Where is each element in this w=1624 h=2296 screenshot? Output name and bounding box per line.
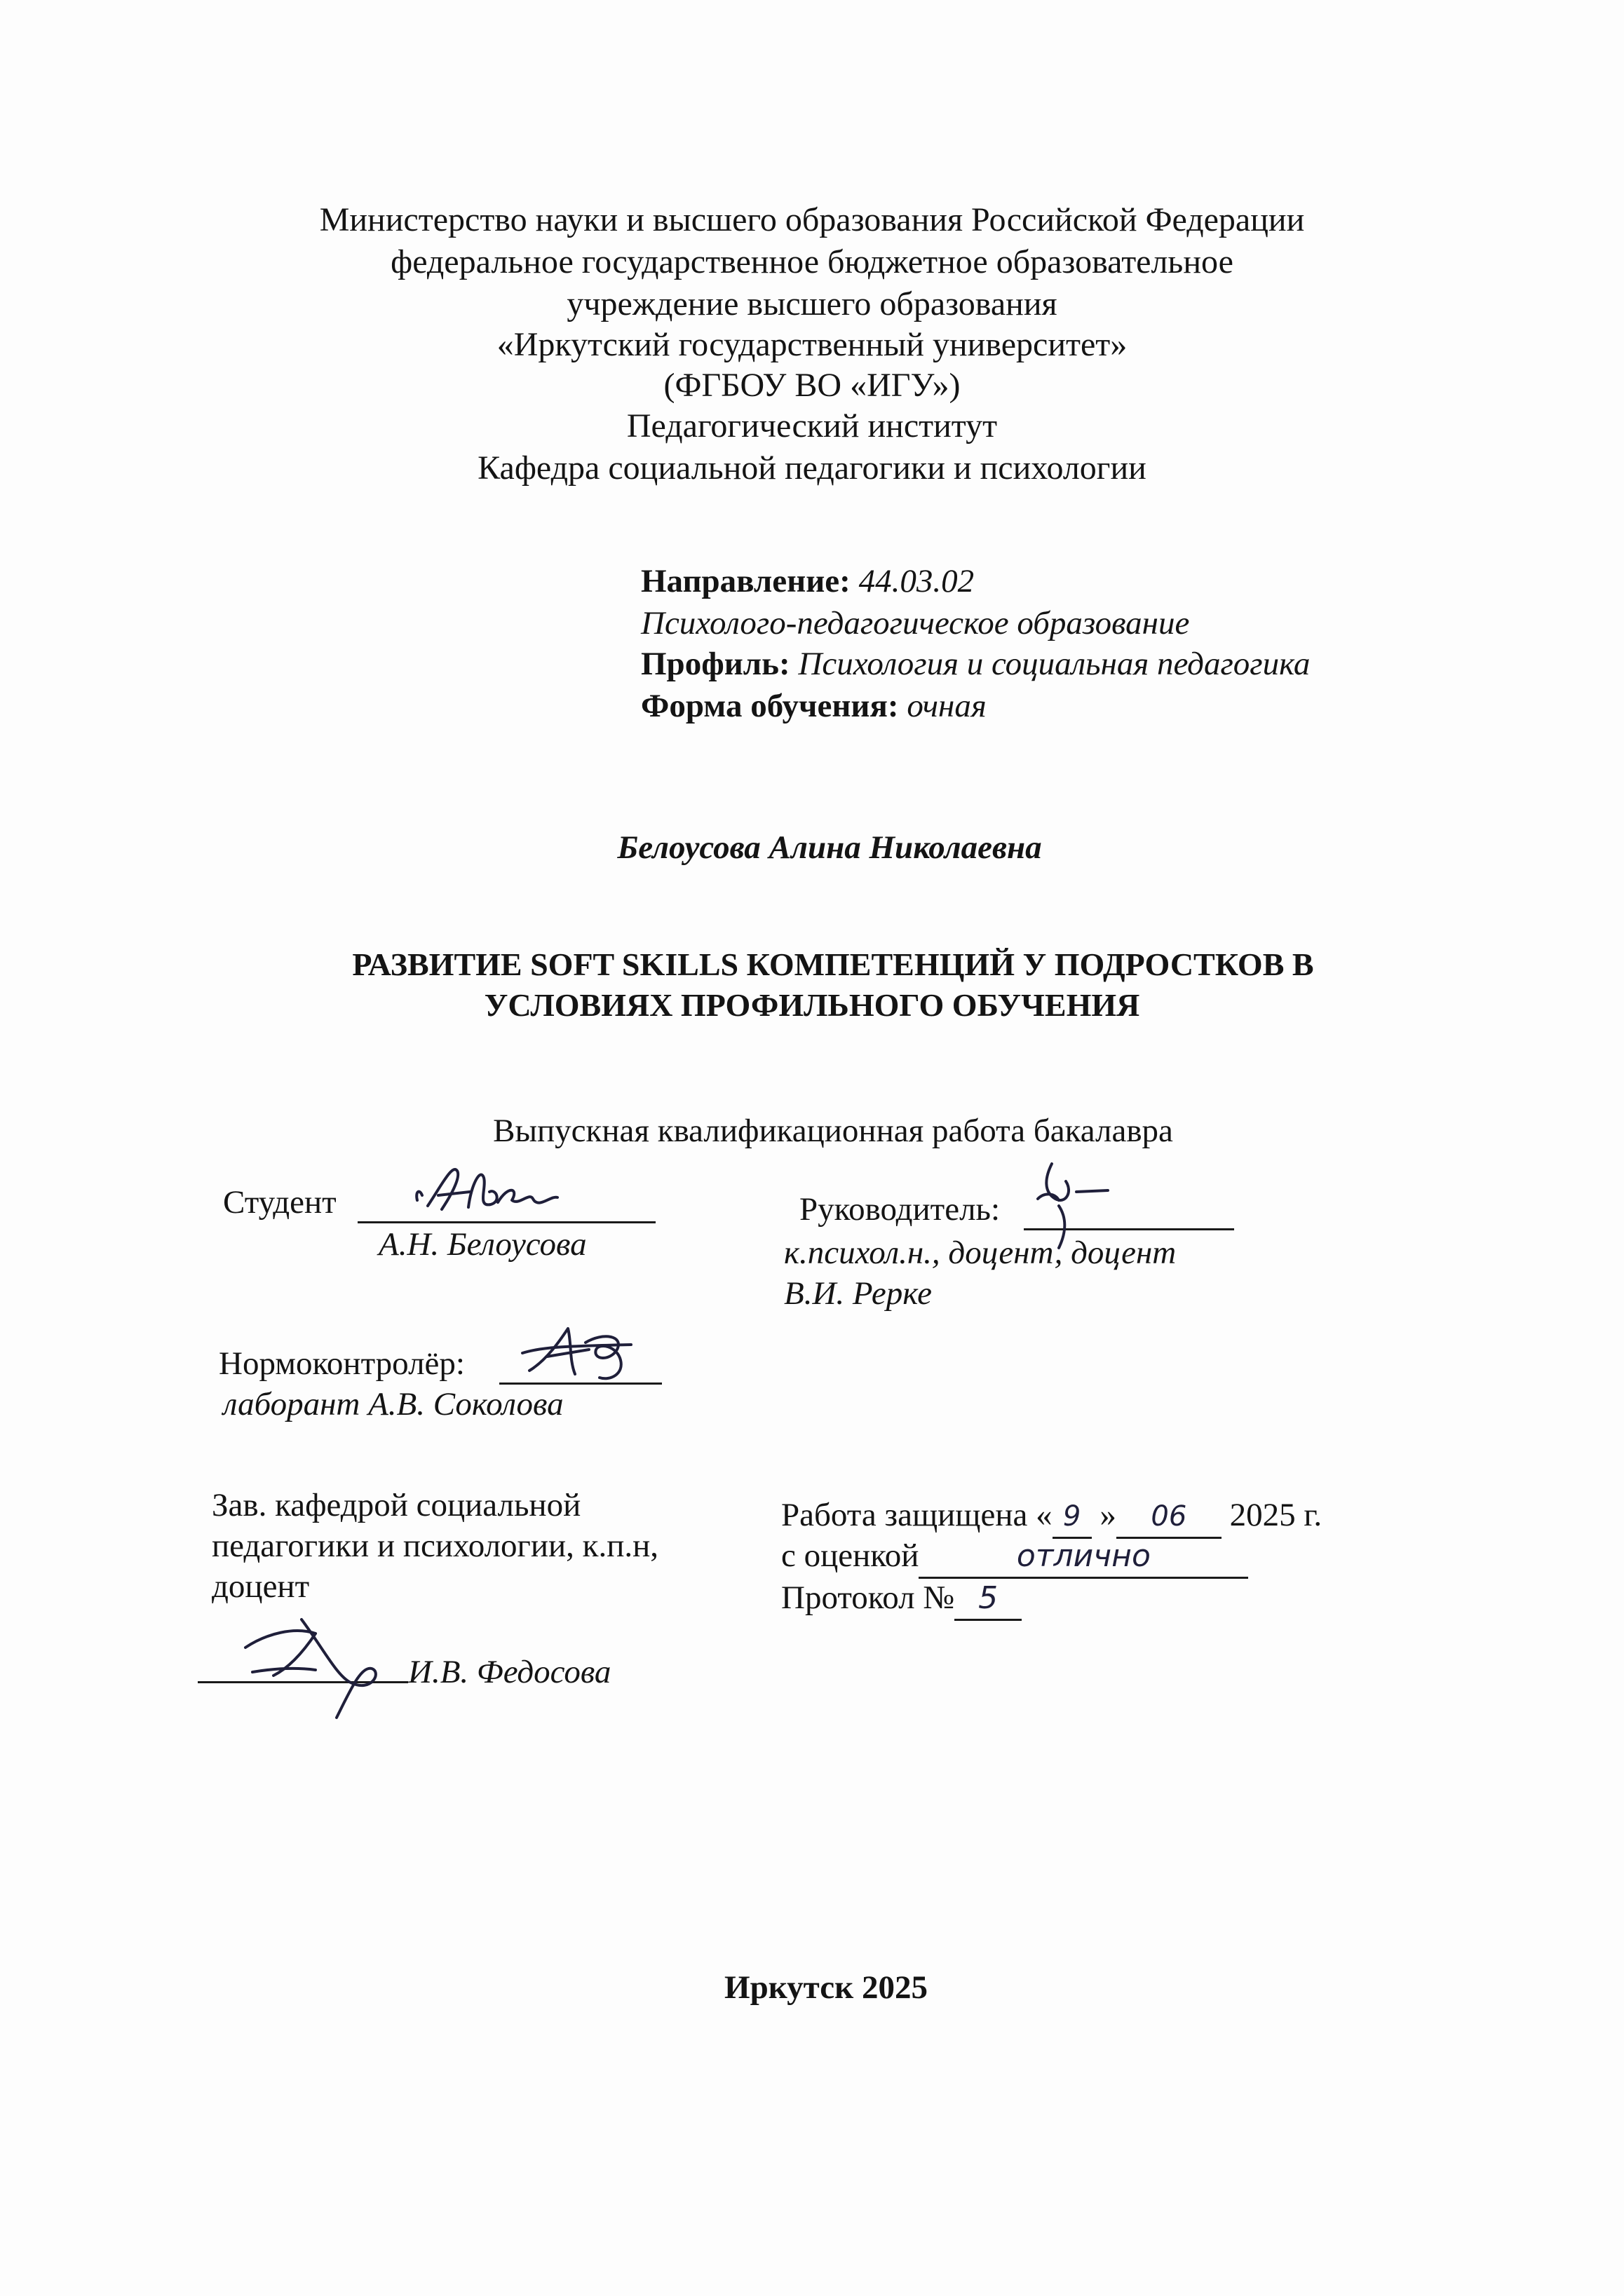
- defense-day: 9: [1062, 1500, 1081, 1533]
- thesis-title-line-2: УСЛОВИЯХ ПРОФИЛЬНОГО ОБУЧЕНИЯ: [484, 987, 1140, 1023]
- defense-month: 06: [1151, 1500, 1187, 1533]
- head-signature: [231, 1605, 407, 1732]
- defense-day-field: [1053, 1495, 1092, 1539]
- work-type: Выпускная квалификационная работа бакалавра: [493, 1113, 1173, 1149]
- defense-quote-close: »: [1099, 1497, 1116, 1533]
- study-form-line: [641, 686, 987, 726]
- department-name: Кафедра социальной педагогики и психологии: [478, 449, 1146, 487]
- defense-protected-label: Работа защищена «: [781, 1497, 1053, 1533]
- profile-line: [641, 644, 1310, 684]
- ministry-line: Министерство науки и высшего образования Российской Федерации: [319, 201, 1305, 238]
- normcontrol-name: лаборант А.В. Соколова: [223, 1386, 564, 1422]
- direction-name: Психолого-педагогическое образование: [641, 605, 1190, 641]
- institute-name: Педагогический институт: [626, 407, 998, 444]
- normcontrol-signature: [519, 1318, 645, 1388]
- thesis-title-line-1: РАЗВИТИЕ SOFT SKILLS КОМПЕТЕНЦИЙ У ПОДРОСТКОВ В: [352, 946, 1314, 982]
- defense-grade-line: [781, 1535, 1248, 1579]
- supervisor-label: Руководитель:: [799, 1191, 1001, 1228]
- direction-label: Направление:: [641, 563, 851, 599]
- defense-month-field: [1116, 1495, 1222, 1539]
- direction-code: 44.03.02: [858, 563, 975, 599]
- head-title-line-1: Зав. кафедрой социальной: [212, 1487, 581, 1523]
- defense-grade-label: с оценкой: [781, 1537, 919, 1574]
- university-name: «Иркутский государственный университет»: [496, 326, 1128, 363]
- supervisor-degree: к.психол.н., доцент, доцент: [784, 1235, 1177, 1271]
- head-title-line-3: доцент: [212, 1568, 310, 1605]
- institution-type-line: федеральное государственное бюджетное образовательное: [391, 243, 1233, 280]
- student-signature: [414, 1157, 575, 1227]
- defense-protocol-field: [954, 1577, 1022, 1621]
- author-name: Белоусова Алина Николаевна: [617, 829, 1042, 866]
- defense-year: 2025 г.: [1229, 1497, 1322, 1533]
- city-year: Иркутск 2025: [724, 1969, 928, 2006]
- defense-grade-field: [919, 1535, 1248, 1579]
- student-label: Студент: [223, 1184, 337, 1221]
- supervisor-name: В.И. Рерке: [784, 1275, 932, 1312]
- head-title-line-2: педагогики и психологии, к.п.н,: [212, 1528, 659, 1564]
- head-name: И.В. Федосова: [408, 1654, 611, 1690]
- institution-type-line-2: учреждение высшего образования: [567, 285, 1057, 322]
- defense-grade: отлично: [1016, 1538, 1151, 1574]
- normcontrol-label: Нормоконтролёр:: [219, 1345, 465, 1382]
- defense-protocol-label: Протокол №: [781, 1580, 955, 1616]
- defense-protocol-line: [781, 1577, 1022, 1621]
- study-form-label: Форма обучения:: [641, 688, 899, 724]
- university-abbr: (ФГБОУ ВО «ИГУ»): [663, 367, 961, 404]
- study-form-value: очная: [907, 688, 987, 724]
- defense-protocol-number: 5: [978, 1580, 999, 1616]
- defense-date-line: [781, 1495, 1322, 1539]
- student-name: А.Н. Белоусова: [379, 1226, 587, 1263]
- profile-value: Психология и социальная педагогика: [798, 646, 1311, 682]
- profile-label: Профиль:: [641, 646, 790, 682]
- direction-line: [641, 561, 974, 602]
